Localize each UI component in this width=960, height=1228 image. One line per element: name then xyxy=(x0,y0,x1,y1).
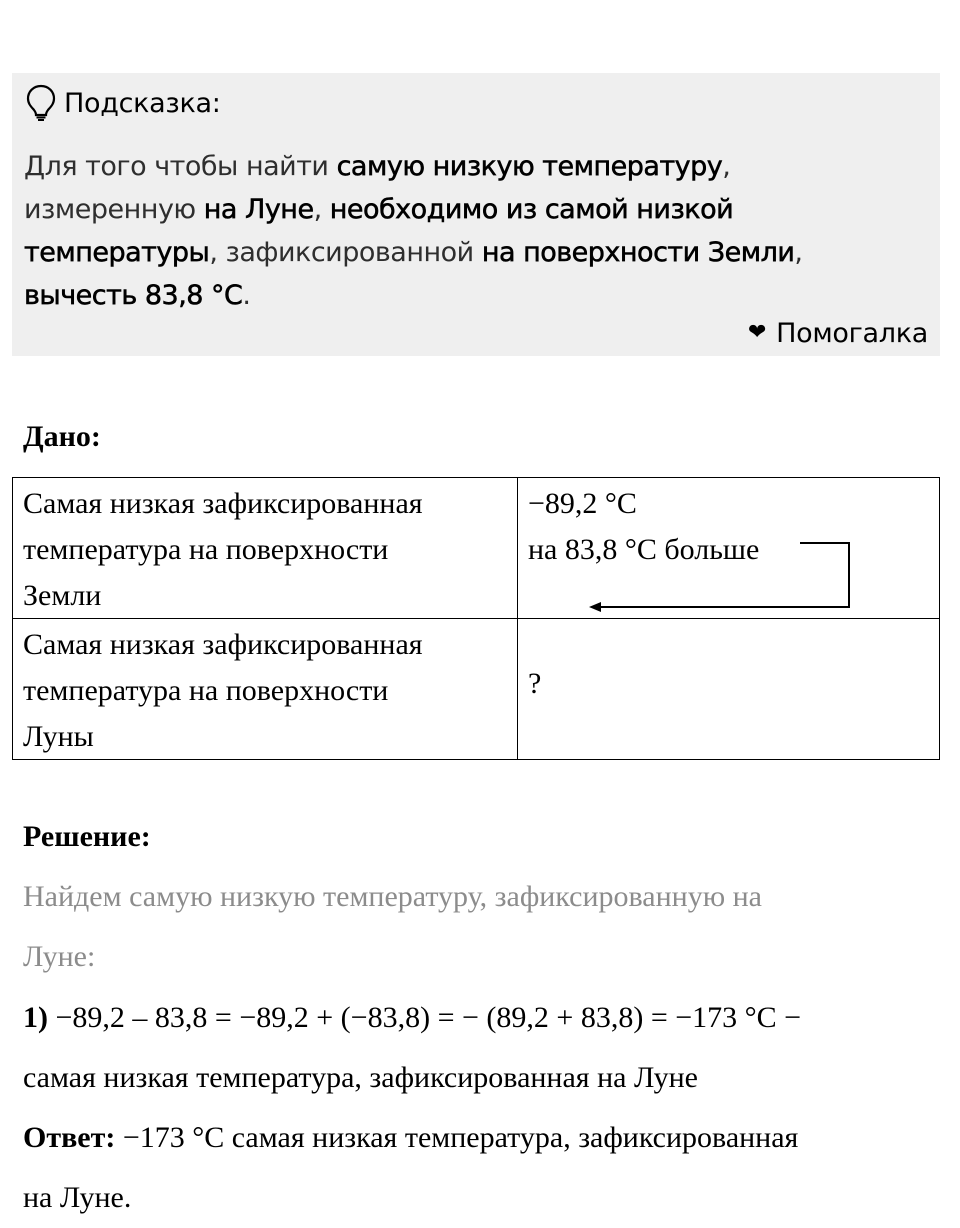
answer xyxy=(23,1121,798,1155)
hint-emphasis: температуры xyxy=(24,237,210,268)
helper-link[interactable] xyxy=(748,316,928,350)
step-number: 1) xyxy=(23,1001,48,1034)
solution-intro-cont: Луне: xyxy=(23,940,96,973)
cell-line: температура на поверхности xyxy=(23,533,389,566)
answer-label: Ответ: xyxy=(23,1121,116,1154)
hint-text xyxy=(24,145,929,317)
unknown-value: ? xyxy=(528,667,542,700)
earth-temperature: −89,2 °С xyxy=(528,487,637,520)
answer-cont: на Луне. xyxy=(23,1181,132,1214)
moon-value-cell xyxy=(518,619,940,760)
hint-header xyxy=(26,83,221,123)
hint-emphasis: вычесть 83,8 °С xyxy=(24,280,243,311)
cell-line: температура на поверхности xyxy=(23,674,389,707)
hint-emphasis: на Луне xyxy=(203,194,314,225)
given-label: Дано: xyxy=(23,420,101,453)
hint-text-run: , xyxy=(794,237,803,268)
moon-cell xyxy=(13,619,518,760)
given-table xyxy=(12,477,940,760)
earth-cell xyxy=(13,478,518,619)
hint-text-run: измеренную xyxy=(24,194,204,225)
step-expression: −89,2 – 83,8 = −89,2 + (−83,8) = − (89,2 + 83,8) = −173 °С − xyxy=(48,1001,802,1034)
heart-icon: ❤ xyxy=(748,320,767,345)
hint-text-run: , xyxy=(313,194,330,225)
hint-text-run: Для того чтобы найти xyxy=(24,151,337,182)
table-row xyxy=(13,619,940,760)
earth-value-cell xyxy=(518,478,940,619)
lightbulb-icon xyxy=(26,84,56,122)
hint-box xyxy=(12,73,940,356)
cell-line: Самая низкая зафиксированная xyxy=(23,628,423,661)
helper-label: Помогалка xyxy=(776,317,928,349)
hint-text-run: , xyxy=(722,151,731,182)
solution-step-cont: самая низкая температура, зафиксированная на Луне xyxy=(23,1061,698,1094)
answer-text: −173 °С самая низкая температура, зафиксированная xyxy=(115,1121,799,1154)
cell-line: Самая низкая зафиксированная xyxy=(23,487,423,520)
cell-line: Земли xyxy=(23,579,102,612)
hint-emphasis: на поверхности Земли xyxy=(481,237,795,268)
hint-title: Подсказка: xyxy=(64,87,221,119)
hint-emphasis: самую низкую температуру xyxy=(336,151,723,182)
solution-intro: Найдем самую низкую температуру, зафиксированную на xyxy=(23,880,762,913)
table-row xyxy=(13,478,940,619)
solution-label: Решение: xyxy=(23,820,151,853)
hint-text-run: . xyxy=(242,280,251,311)
difference-note: на 83,8 °С больше xyxy=(528,533,760,566)
solution-step xyxy=(23,1001,801,1035)
cell-line: Луны xyxy=(23,720,94,753)
hint-emphasis: необходимо из самой низкой xyxy=(329,194,734,225)
hint-text-run: , зафиксированной xyxy=(209,237,482,268)
